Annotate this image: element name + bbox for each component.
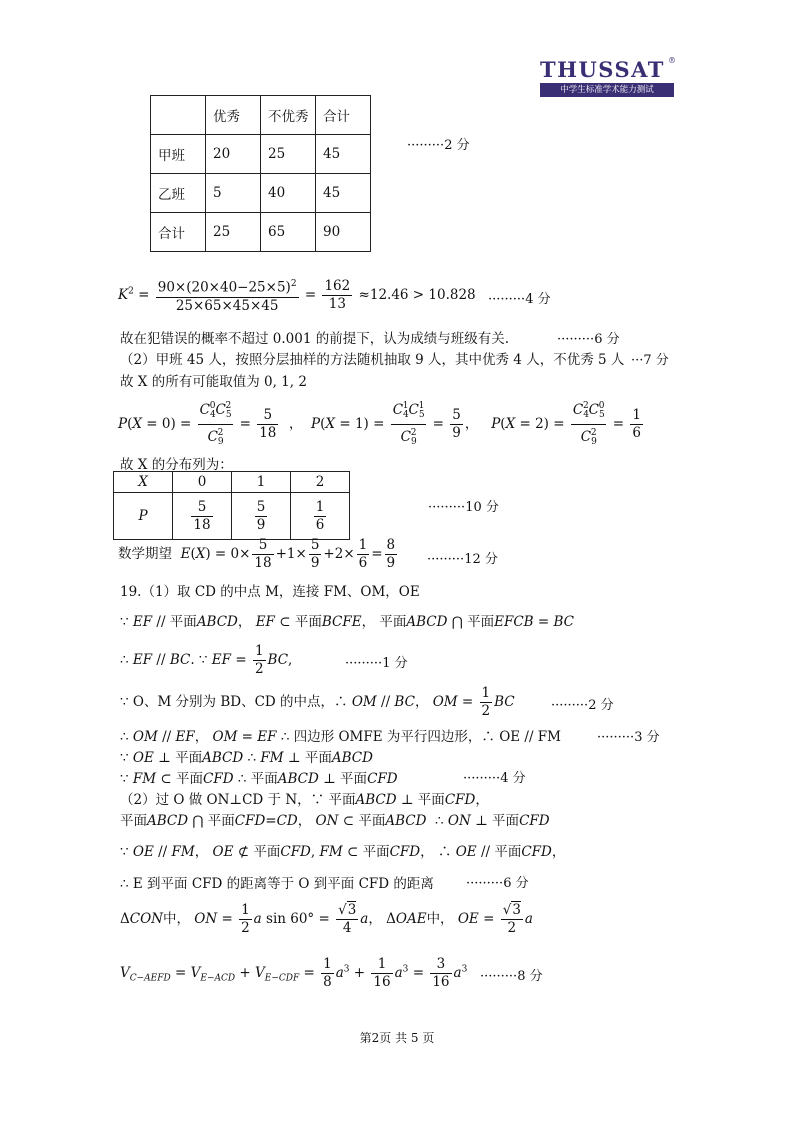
proof-line: ∵ EF // 平面ABCD， EF ⊂ 平面BCFE， 平面ABCD ⋂ 平面EFCB = BC [120,614,575,630]
page-footer: 第2页 共 5 页 [359,1031,435,1045]
logo-word: THUSSAT [540,57,665,82]
table-cell: 90 [316,213,371,252]
logo-registered-mark: ® [668,56,676,65]
table-cell: 25 [261,135,316,174]
om-premise: ∵ O、M 分别为 BD、CD 的中点， [120,694,335,710]
proof-line: ΔCON中， ON = $\frac{1}{2}$ a sin 60° = $\frac{√3}{4}$ a， ΔOAE中， OE = $\frac{√3}{2}$ a [120,902,533,936]
table-row [114,493,350,540]
proof-line: $V_{C-AEFD} = V_{E-ACD} + V_{E-CDF}$ = $\frac{1}{8}$ $a^3$ + $\frac{1}{16}$ $a^3$ = $\frac{3}{16}$ $a^3$ [120,956,468,990]
table-cell: 0 [173,472,232,493]
table-cell: 2 [291,472,350,493]
table-cell: 40 [261,174,316,213]
table-cell: 5 [206,174,261,213]
distance-text: ∴ E 到平面 CFD 的距离等于 O 到平面 CFD 的距离 [120,876,434,892]
table-row [151,174,371,213]
score-mark: ·········12 分 [427,552,498,567]
proof-line: ∵ O、M 分别为 BD、CD 的中点，∴ OM // BC， OM = $\frac{1}{2}$ BC [120,685,515,719]
part2-text: （2）甲班 45 人，按照分层抽样的方法随机抽取 9 人，其中优秀 4 人，不优秀 5 人 [120,352,625,368]
distribution-table [113,471,350,540]
contingency-table [150,95,371,252]
distribution-title: 故 X 的分布列为： [120,457,233,473]
probability-formulas: P(X = 0) = $\frac{C_4^0C_5^2}{C_9^2}$ = $\frac{5}{18}$ ， P(X = 1) = $\frac{C_4^1C_5^1}{C_9^2}$ = $\frac{5}{9}$ ， P(X = 2) = $\frac{C_4^2C_5^0}{C_9^2}$ = $\frac{1}{6}$ [118,398,645,451]
q19-text: 19.（1）取 CD 的中点 M，连接 FM、OM，OE [120,584,420,600]
score-mark: ·········6 分 [466,876,529,891]
table-row [151,96,371,135]
table-cell [151,96,206,135]
omfe-text: 四边形 OMFE 为平行四边形， [293,729,482,745]
expectation-formula: 数学期望 E(X) = 0× $\frac{5}{18}$ +1× $\frac{5}{9}$ +2× $\frac{1}{6}$ = $\frac{8}{9}$ [118,537,396,571]
conclusion-text: 故在犯错误的概率不超过 0.001 的前提下，认为成绩与班级有关. [120,331,510,347]
table-cell: 甲班 [151,135,206,174]
table-cell: X [114,472,173,493]
table-cell: $\frac{1}{6}$ [291,493,350,540]
table-cell: 合计 [151,213,206,252]
proof-line: ∴ OM // EF， OM = EF ∴ 四边形 OMFE 为平行四边形，∴ OE // FM [120,729,561,745]
values-text: 故 X 的所有可能取值为 0, 1, 2 [120,374,307,390]
table-cell: 1 [232,472,291,493]
proof-line: ∵ FM ⊂ 平面CFD ∴ 平面ABCD ⊥ 平面CFD [120,771,398,787]
proof-line: （2）过 O 做 ON⊥CD 于 N，∵ 平面ABCD ⊥ 平面CFD， [120,792,489,808]
score-mark: ·········2 分 [407,138,470,153]
table-cell: 合计 [316,96,371,135]
table-cell: 45 [316,174,371,213]
table-cell: 乙班 [151,174,206,213]
table-row [151,135,371,174]
score-mark: ·········6 分 [557,332,620,347]
proof-line: ∴ EF // BC. ∵ EF = $\frac{1}{2}$ BC, [120,643,293,677]
table-cell: 优秀 [206,96,261,135]
table-cell: P [114,493,173,540]
table-cell: 不优秀 [261,96,316,135]
logo-tagline: 中学生标准学术能力测试 [540,83,674,97]
table-row [114,472,350,493]
score-mark: ·········3 分 [597,730,660,745]
proof-line: ∵ OE ⊥ 平面ABCD ∴ FM ⊥ 平面ABCD [120,750,373,766]
part19-2-text: （2）过 O 做 ON⊥CD 于 N， [120,792,311,808]
table-cell: $\frac{5}{9}$ [232,493,291,540]
score-mark: ·········10 分 [428,500,499,515]
table-cell: 65 [261,213,316,252]
score-mark: ·········1 分 [345,656,408,671]
expectation-label: 数学期望 [118,546,172,562]
thussat-logo [540,58,674,97]
score-mark: ·········2 分 [551,698,614,713]
score-mark: ···7 分 [631,353,669,368]
chi-square-formula: $K^2$ = $\frac{90\times(20\times 40-25\times 5)^2}{25\times 65\times 45\times 45}$ = $\frac{162}{13}$ ≈12.46 > 10.828 [118,277,476,314]
score-mark: ·········4 分 [463,771,526,786]
proof-line: ∵ OE // FM， OE ⊄ 平面CFD, FM ⊂ 平面CFD， ∴ OE // 平面CFD， [120,844,566,860]
proof-line: 平面ABCD ⋂ 平面CFD=CD， ON ⊂ 平面ABCD ∴ ON ⊥ 平面CFD [120,813,550,829]
score-mark: ·········4 分 [488,292,551,307]
oe-fm-text: ∴ OE // FM [481,729,561,745]
table-cell: 45 [316,135,371,174]
table-cell: $\frac{5}{18}$ [173,493,232,540]
score-mark: ·········8 分 [480,969,543,984]
table-cell: 20 [206,135,261,174]
table-row [151,213,371,252]
table-cell: 25 [206,213,261,252]
